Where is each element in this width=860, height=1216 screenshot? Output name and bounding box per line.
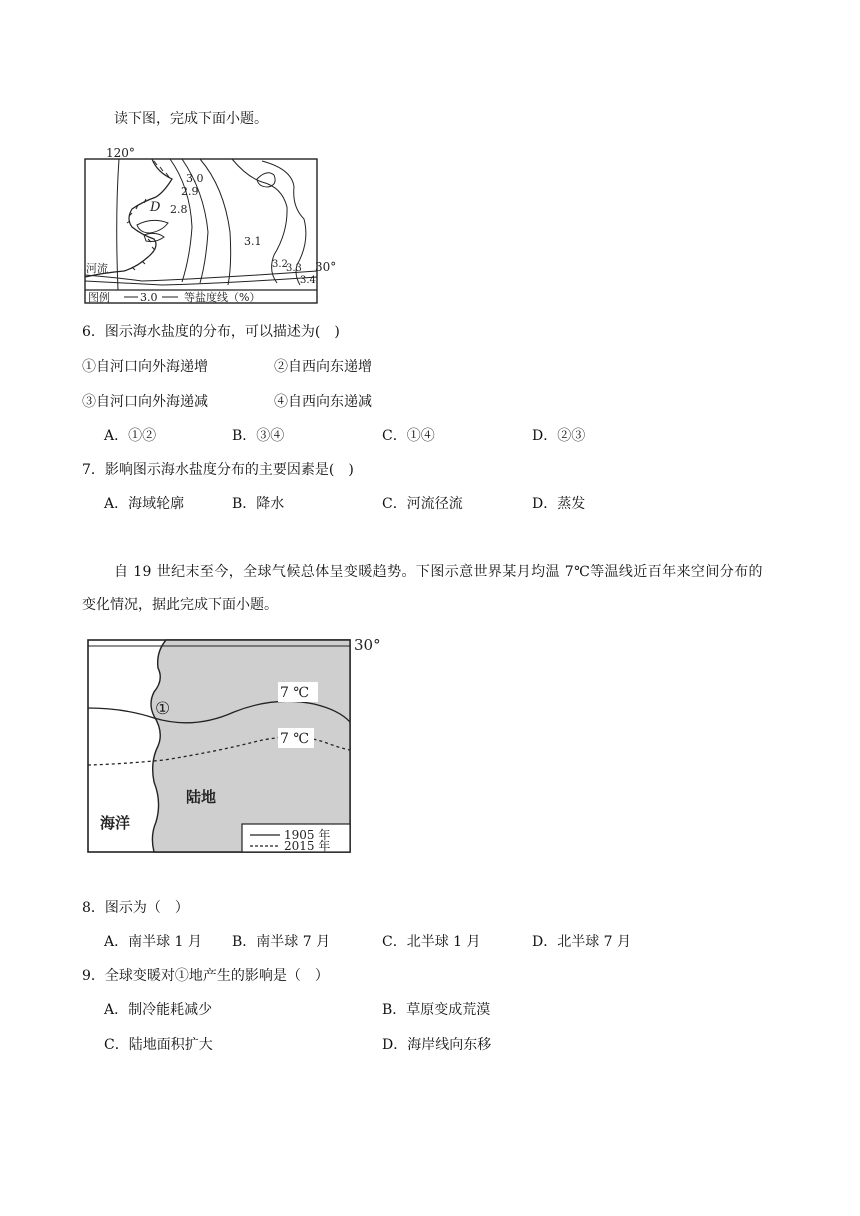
q9-option-a[interactable]: A．制冷能耗减少	[104, 1002, 213, 1018]
q6-stem: 6．图示海水盐度的分布，可以描述为( )	[82, 324, 340, 340]
salinity-map	[82, 146, 337, 305]
q8-option-c[interactable]: C．北半球 1 月	[382, 934, 481, 950]
land-label: 陆地	[186, 788, 217, 806]
isohaline-label-2-9: 2.9	[181, 185, 199, 198]
iso-label-1905: 7 ℃	[280, 685, 310, 701]
q7-option-d[interactable]: D．蒸发	[532, 496, 586, 512]
q6-statement-4: ④自西向东递减	[274, 394, 372, 410]
isohaline-label-3-3: 3.3	[286, 263, 302, 274]
q8-option-b[interactable]: B．南半球 7 月	[232, 934, 331, 950]
river-label: 河流	[86, 262, 108, 275]
q6-statement-2: ②自西向东递增	[274, 359, 372, 375]
land-area	[151, 640, 350, 852]
legend-prefix: 图例	[88, 291, 110, 304]
lat-label-30: 30°	[354, 636, 381, 654]
q7-option-c[interactable]: C．河流径流	[382, 496, 463, 512]
marker-1: ①	[155, 699, 171, 719]
legend-1905: 1905 年	[284, 828, 331, 842]
q6-statement-3: ③自河口向外海递减	[82, 394, 208, 410]
q9-option-c[interactable]: C．陆地面积扩大	[104, 1037, 213, 1053]
isohaline-label-3-2: 3.2	[272, 259, 288, 270]
q6-option-b[interactable]: B．③④	[232, 428, 285, 444]
isohaline-label-2-8: 2.8	[170, 203, 188, 216]
q8-stem: 8．图示为（ ）	[82, 900, 189, 916]
q8-option-d[interactable]: D．北半球 7 月	[532, 934, 632, 950]
isohaline-label-3-1: 3.1	[244, 235, 262, 248]
ocean-label: 海洋	[100, 814, 131, 832]
isohaline-label-3-4: 3.4	[300, 275, 316, 286]
point-d-label: D	[150, 200, 161, 215]
intro-text-2-line2: 变化情况，据此完成下面小题。	[82, 597, 278, 613]
legend-2015: 2015 年	[284, 839, 331, 853]
q9-option-b[interactable]: B．草原变成荒漠	[382, 1002, 491, 1018]
q6-statement-1: ①自河口向外海递增	[82, 359, 208, 375]
q8-option-a[interactable]: A．南半球 1 月	[104, 934, 202, 950]
legend-sample: 3.0	[140, 291, 158, 304]
legend-text: 等盐度线（%）	[184, 291, 261, 304]
isohaline-label-3-0: 3.0	[186, 172, 204, 185]
salinity-map-svg	[82, 146, 337, 305]
q6-option-c[interactable]: C．①④	[382, 428, 435, 444]
intro-text-2-line1: 自 19 世纪末至今，全球气候总体呈变暖趋势。下图示意世界某月均温 7℃等温线近百年来空间分布的	[114, 564, 763, 580]
q7-stem: 7．影响图示海水盐度分布的主要因素是( )	[82, 462, 354, 478]
q9-option-d[interactable]: D．海岸线向东移	[382, 1037, 492, 1053]
isotherm-map	[84, 632, 384, 856]
lat-label: 30°	[315, 260, 337, 274]
q7-option-b[interactable]: B．降水	[232, 496, 285, 512]
lon-label: 120°	[106, 146, 135, 160]
iso-label-2015: 7 ℃	[280, 731, 310, 747]
q7-option-a[interactable]: A．海域轮廓	[104, 496, 185, 512]
q6-option-d[interactable]: D．②③	[532, 428, 586, 444]
intro-text-1: 读下图，完成下面小题。	[114, 111, 268, 127]
isotherm-map-svg	[84, 632, 384, 856]
q6-option-a[interactable]: A．①②	[104, 428, 157, 444]
q9-stem: 9．全球变暖对①地产生的影响是（ ）	[82, 968, 329, 984]
